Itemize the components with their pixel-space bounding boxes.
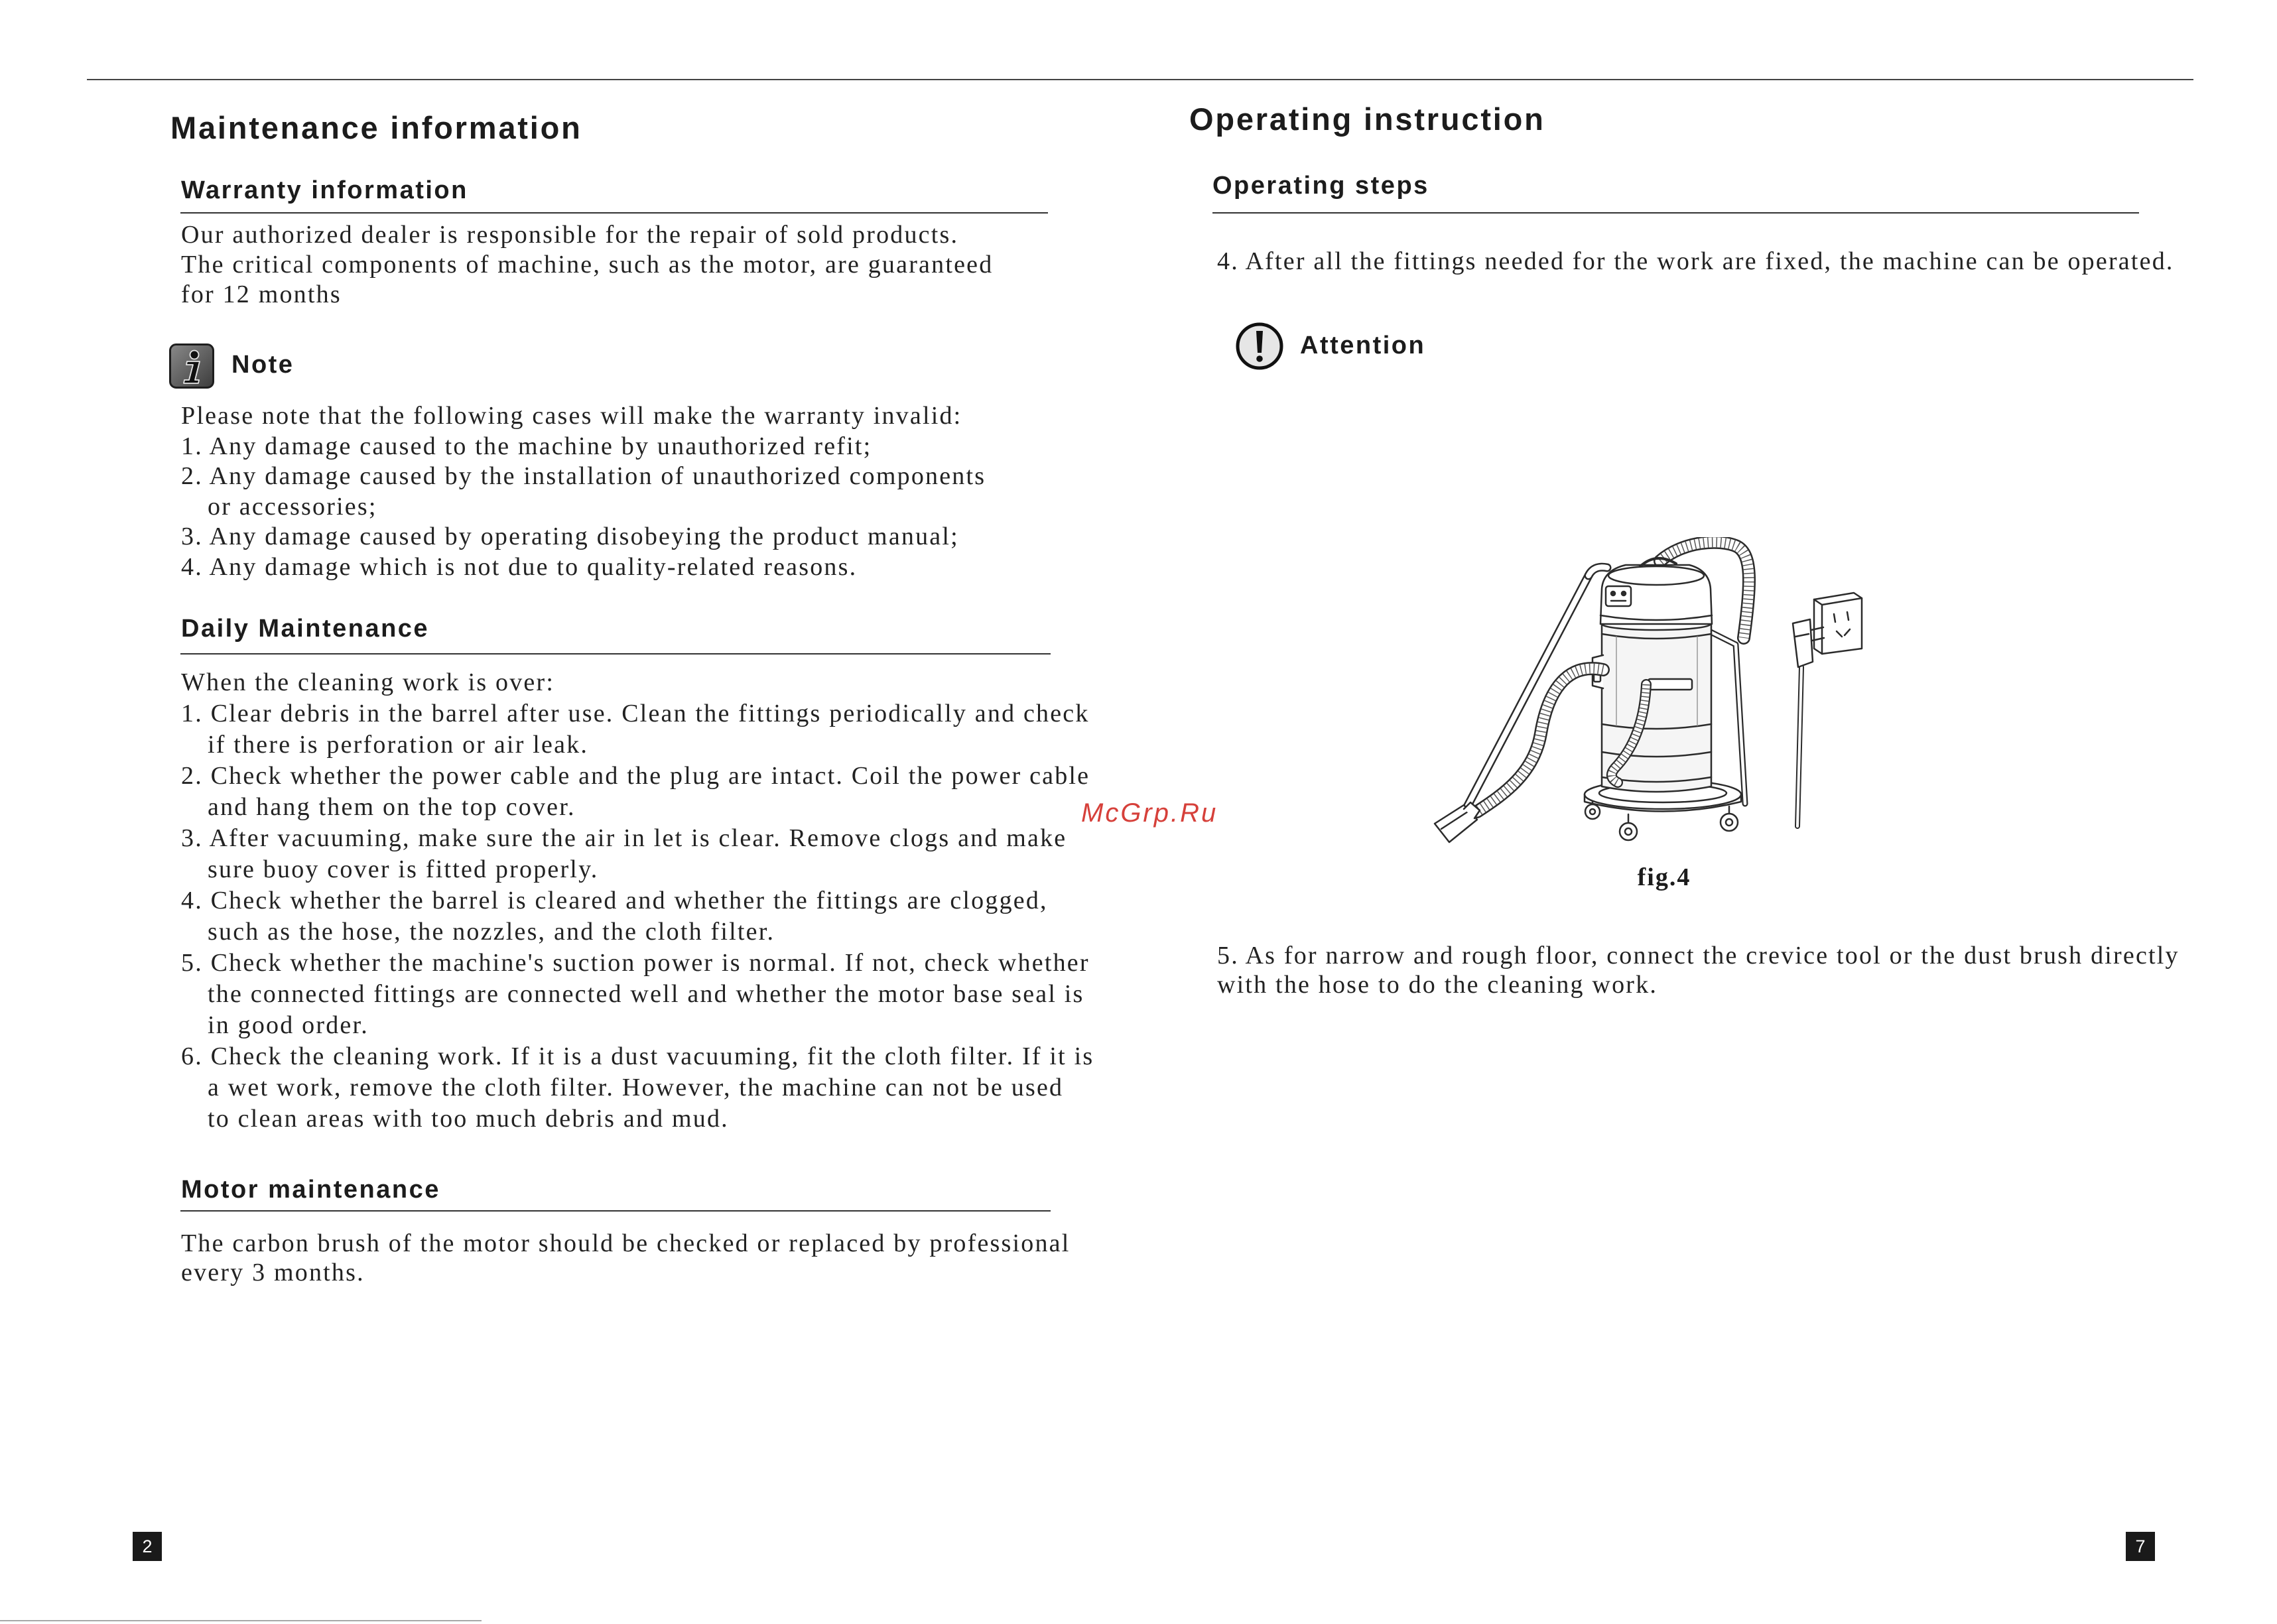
note-label: Note <box>231 351 294 379</box>
motor-maintenance-rule <box>180 1210 1051 1212</box>
motor-line: every 3 months. <box>181 1259 365 1286</box>
watermark: McGrp.Ru <box>1081 798 1218 828</box>
daily-item: 1. Clear debris in the barrel after use. Clean the fittings periodically and check <box>181 700 1090 727</box>
page-number-right: 7 <box>2126 1532 2155 1561</box>
daily-item-continued: sure buoy cover is fitted properly. <box>208 855 599 883</box>
wand-tube <box>1463 567 1607 814</box>
daily-item: 5. Check whether the machine's suction power is normal. If not, check whether <box>181 949 1090 977</box>
daily-item-continued: if there is perforation or air leak. <box>208 731 589 759</box>
attention-label: Attention <box>1300 332 1426 359</box>
warranty-line: for 12 months <box>181 281 342 308</box>
step-5-line: 5. As for narrow and rough floor, connect the crevice tool or the dust brush directly <box>1217 942 2179 969</box>
maintenance-title: Maintenance information <box>170 110 582 145</box>
motor-line: The carbon brush of the motor should be checked or replaced by professional <box>181 1229 1071 1257</box>
top-rule <box>87 79 2193 80</box>
daily-item: 3. After vacuuming, make sure the air in let is clear. Remove clogs and make <box>181 824 1067 852</box>
daily-item-continued: in good order. <box>208 1011 369 1039</box>
operating-steps-heading: Operating steps <box>1212 172 1429 200</box>
note-item: 2. Any damage caused by the installation of unauthorized components <box>181 462 986 490</box>
caster-wheel <box>1721 806 1738 831</box>
motor-head <box>1600 558 1712 624</box>
daily-item: 4. Check whether the barrel is cleared and whether the fittings are clogged, <box>181 887 1048 914</box>
power-cable <box>1797 667 1801 826</box>
step-4: 4. After all the fittings needed for the work are fixed, the machine can be operated. <box>1217 247 2174 275</box>
daily-item-continued: a wet work, remove the cloth filter. However, the machine can not be used <box>208 1074 1064 1101</box>
figure-caption: fig.4 <box>1637 863 1691 891</box>
note-item: 4. Any damage which is not due to quality-related reasons. <box>181 552 858 581</box>
daily-intro: When the cleaning work is over: <box>181 668 555 696</box>
daily-maintenance-heading: Daily Maintenance <box>181 615 430 643</box>
note-item: 3. Any damage caused by operating disobeying the product manual; <box>181 523 959 550</box>
tank-label <box>1648 679 1692 690</box>
daily-item: 6. Check the cleaning work. If it is a dust vacuuming, fit the cloth filter. If it is <box>181 1042 1094 1070</box>
exclamation-icon <box>1236 322 1283 370</box>
page-number-left: 2 <box>133 1532 162 1561</box>
control-panel <box>1606 586 1631 606</box>
daily-item-continued: to clean areas with too much debris and mud. <box>208 1105 729 1133</box>
warranty-rule <box>180 212 1048 214</box>
daily-item-continued: such as the hose, the nozzles, and the cloth filter. <box>208 918 775 946</box>
warranty-paragraph <box>181 220 993 310</box>
daily-item: 2. Check whether the power cable and the plug are intact. Coil the power cable <box>181 762 1090 790</box>
motor-maintenance-heading: Motor maintenance <box>181 1176 440 1204</box>
floor-nozzle <box>1435 802 1480 842</box>
crop-edge-line <box>0 1620 482 1621</box>
info-icon <box>168 343 215 389</box>
daily-item-continued: the connected fittings are connected well and whether the motor base seal is <box>208 980 1084 1008</box>
step-5 <box>1217 941 2179 999</box>
daily-maintenance-list <box>181 667 1094 1135</box>
note-paragraph <box>181 401 986 582</box>
front-hose <box>1477 668 1603 812</box>
vacuum-cleaner-illustration <box>1429 537 1867 849</box>
operating-title: Operating instruction <box>1189 101 1545 137</box>
operating-steps-rule <box>1212 212 2139 214</box>
note-intro: Please note that the following cases will make the warranty invalid: <box>181 402 962 430</box>
note-item: 1. Any damage caused to the machine by unauthorized refit; <box>181 432 872 460</box>
step-5-line: with the hose to do the cleaning work. <box>1217 971 1658 999</box>
warranty-line: The critical components of machine, such as the motor, are guaranteed <box>181 251 994 279</box>
caster-wheel <box>1620 814 1637 840</box>
warranty-heading: Warranty information <box>181 176 468 204</box>
handle-frame <box>1709 631 1745 804</box>
daily-maintenance-rule <box>180 653 1051 655</box>
note-item-continued: or accessories; <box>208 492 377 521</box>
wall-socket <box>1814 593 1862 654</box>
daily-item-continued: and hang them on the top cover. <box>208 793 576 821</box>
motor-maintenance-paragraph <box>181 1229 1071 1287</box>
warranty-line: Our authorized dealer is responsible for the repair of sold products. <box>181 221 959 249</box>
